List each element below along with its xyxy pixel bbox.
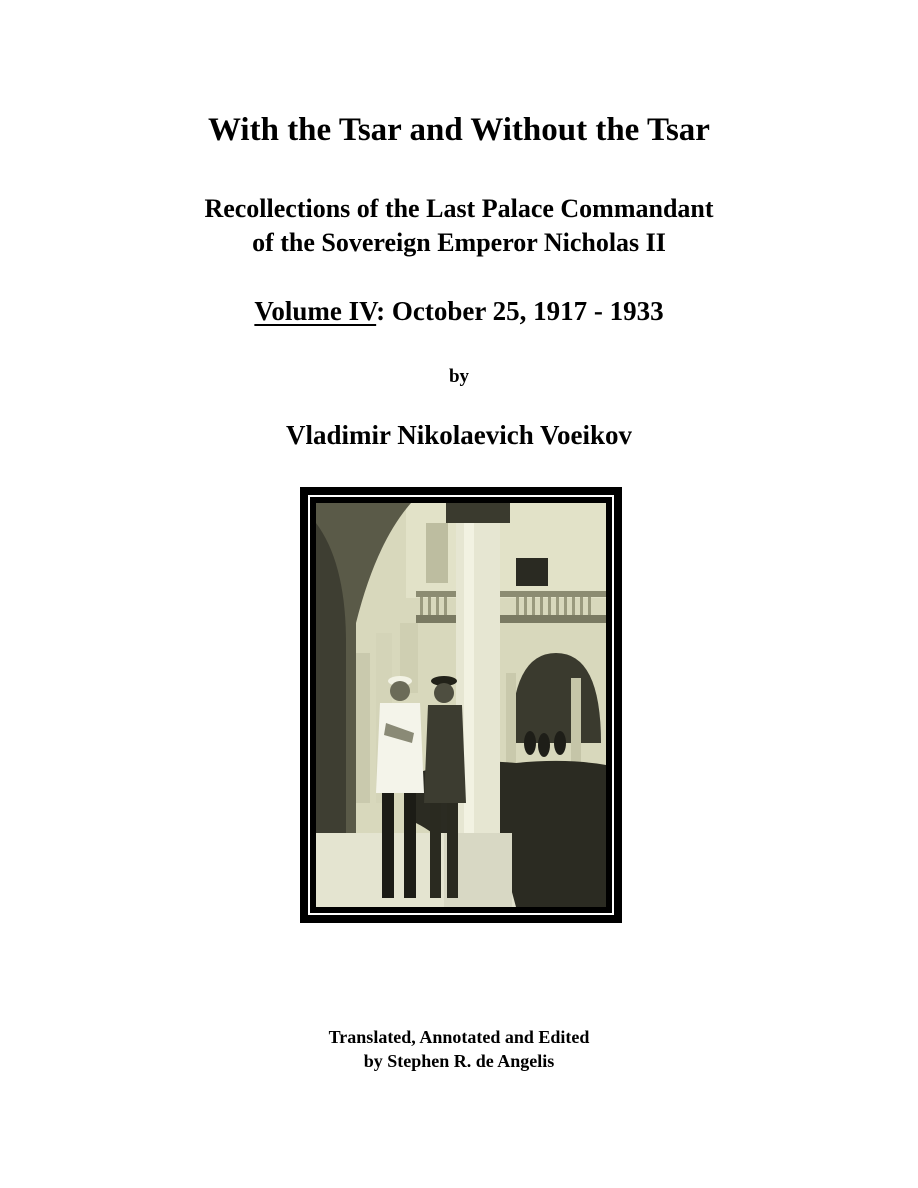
- volume-heading: [0, 296, 918, 327]
- cover-photo: [316, 503, 606, 907]
- photo-frame: [300, 487, 622, 923]
- credits-line-1: Translated, Annotated and Edited: [328, 1027, 590, 1047]
- book-title: With the Tsar and Without the Tsar: [208, 112, 710, 148]
- subtitle-line-2: of the Sovereign Emperor Nicholas II: [252, 228, 666, 257]
- volume-label: Volume IV: [254, 296, 377, 326]
- by-line: by: [448, 366, 470, 387]
- author-name: Vladimir Nikolaevich Voeikov: [285, 420, 633, 450]
- cover-photo-illustration: [316, 503, 606, 907]
- credits-line-2: by Stephen R. de Angelis: [363, 1051, 555, 1071]
- volume-dates: : October 25, 1917 - 1933: [376, 296, 664, 326]
- subtitle-line-1: Recollections of the Last Palace Commandant: [204, 194, 714, 223]
